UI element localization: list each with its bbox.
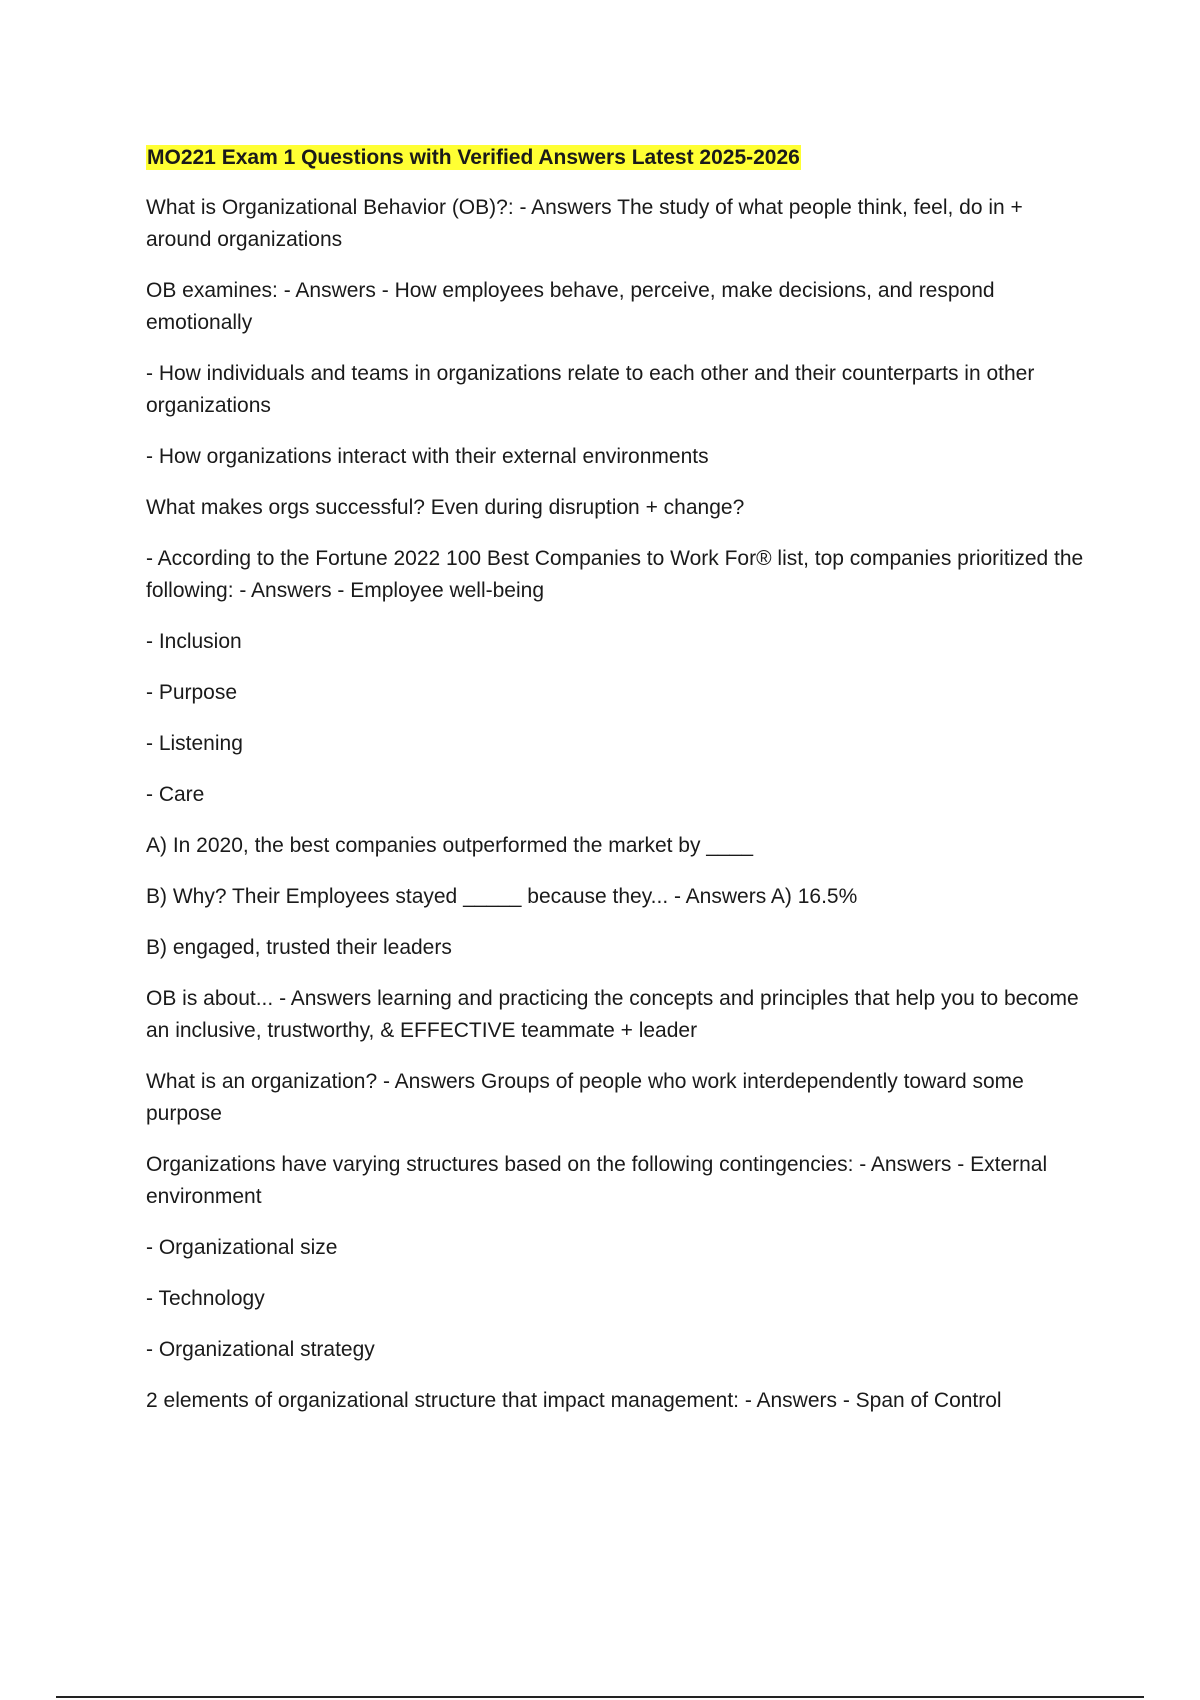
document-body <box>146 142 1092 1436</box>
list-item-care: - Care <box>146 783 205 806</box>
paragraph-ob-definition: What is Organizational Behavior (OB)?: - Answers The study of what people think, feel, do in + around organizations <box>146 196 1029 251</box>
paragraph-organization-definition: What is an organization? - Answers Groups of people who work interdependently toward some purpose <box>146 1070 1030 1125</box>
paragraph-individuals-teams: - How individuals and teams in organizations relate to each other and their counterparts in other organizations <box>146 362 1041 417</box>
list-item-organizational-strategy: - Organizational strategy <box>146 1338 375 1361</box>
paragraph-external-environments: - How organizations interact with their external environments <box>146 445 709 468</box>
paragraph-contingencies: Organizations have varying structures based on the following contingencies: - Answers - External environment <box>146 1153 1053 1208</box>
list-item-listening: - Listening <box>146 732 243 755</box>
paragraph-orgs-successful: What makes orgs successful? Even during disruption + change? <box>146 496 745 519</box>
paragraph-structure-elements: 2 elements of organizational structure that impact management: - Answers - Span of Control <box>146 1389 1002 1412</box>
paragraph-ob-about: OB is about... - Answers learning and practicing the concepts and principles that help you to become an inclusive, trustworthy, & EFFECTIVE teammate + leader <box>146 987 1085 1042</box>
list-item-inclusion: - Inclusion <box>146 630 242 653</box>
paragraph-question-a: A) In 2020, the best companies outperformed the market by ____ <box>146 834 754 857</box>
paragraph-answer-b: B) engaged, trusted their leaders <box>146 936 452 959</box>
footer-rule <box>56 1696 1144 1698</box>
title-highlight: MO221 Exam 1 Questions with Verified Answers Latest 2025-2026 <box>147 146 800 169</box>
paragraph-question-b: B) Why? Their Employees stayed _____ because they... - Answers A) 16.5% <box>146 885 858 908</box>
list-item-purpose: - Purpose <box>146 681 238 704</box>
list-item-technology: - Technology <box>146 1287 265 1310</box>
list-item-organizational-size: - Organizational size <box>146 1236 338 1259</box>
paragraph-ob-examines: OB examines: - Answers - How employees behave, perceive, make decisions, and respond emotionally <box>146 279 1001 334</box>
paragraph-fortune-list: - According to the Fortune 2022 100 Best Companies to Work For® list, top companies prioritized the following: - Answers - Employee well-being <box>146 547 1090 602</box>
document-title <box>146 142 1092 174</box>
